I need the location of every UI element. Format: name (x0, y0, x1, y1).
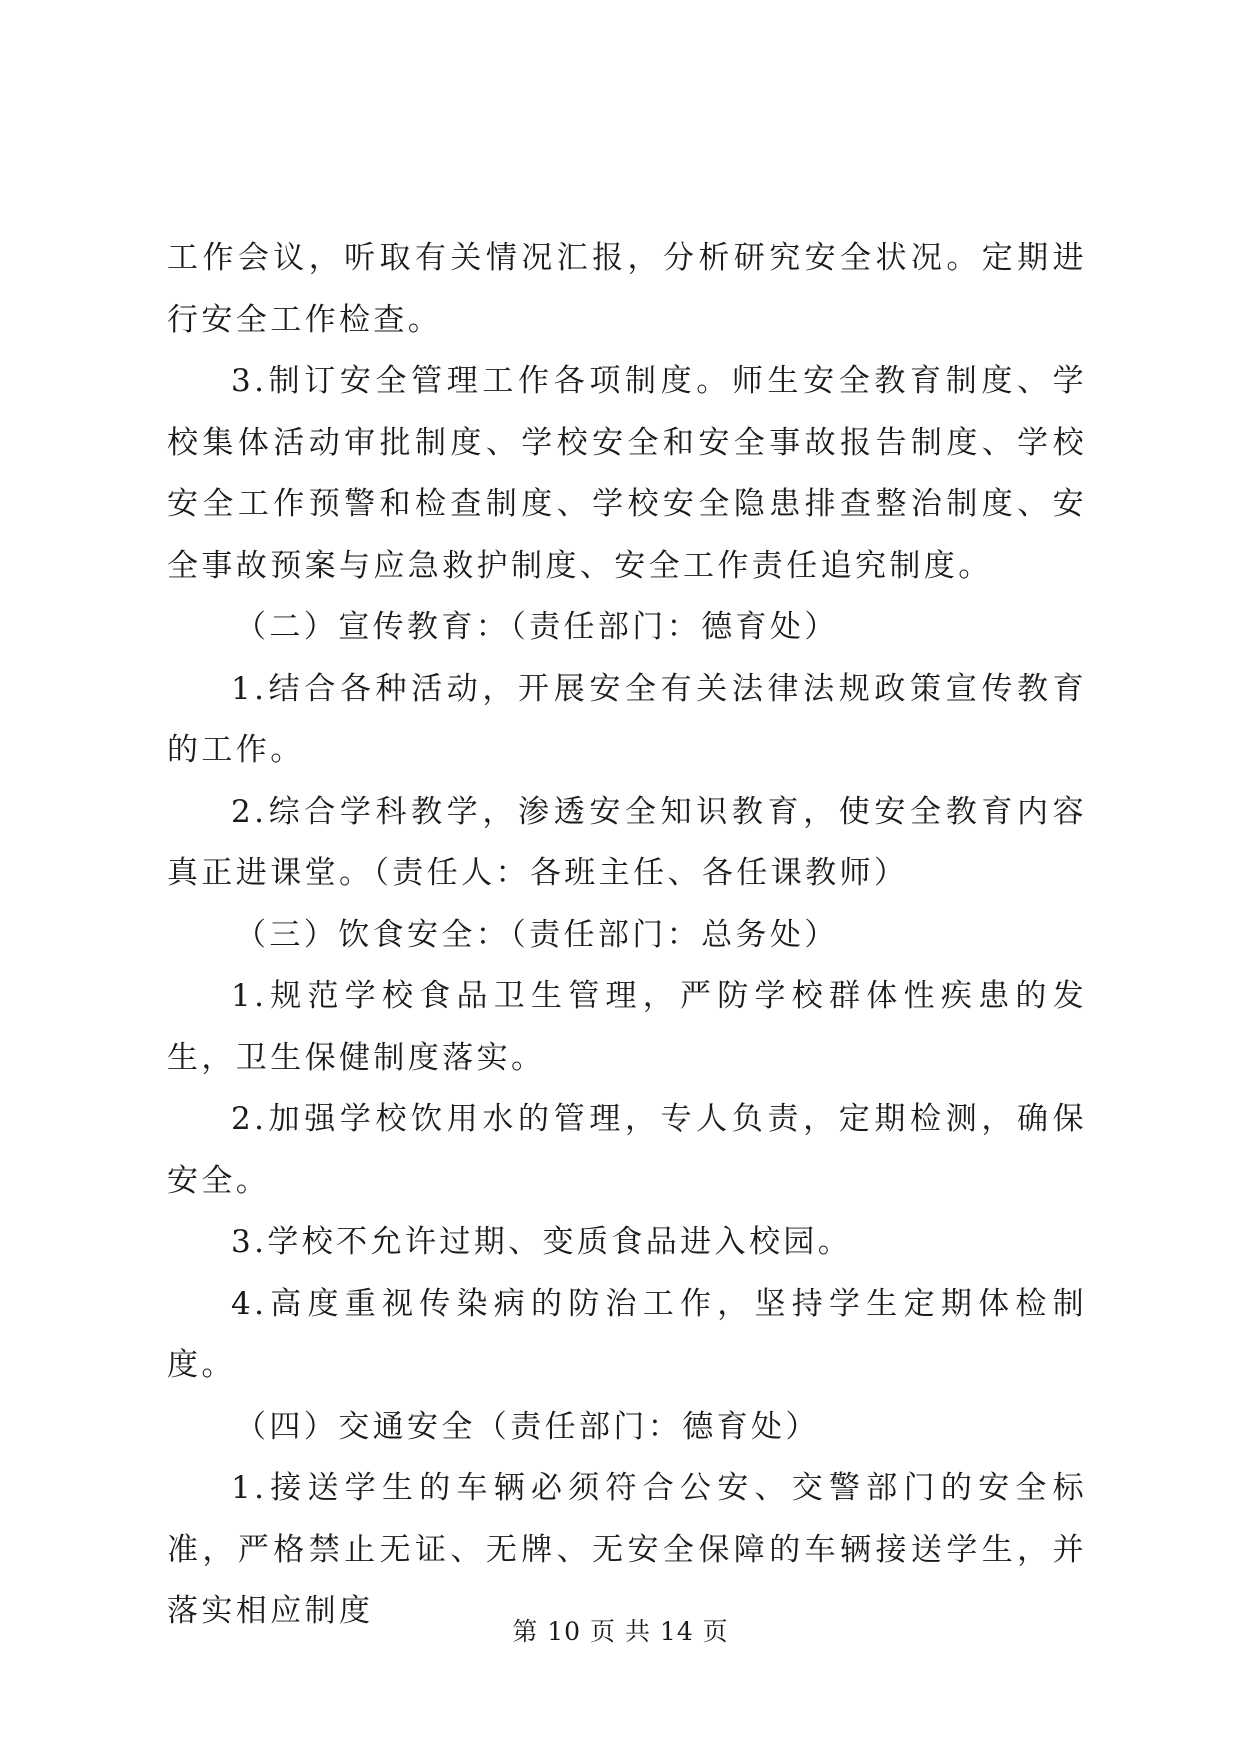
page-number-footer: 第 10 页 共 14 页 (512, 1617, 729, 1646)
section-heading-traffic-safety: （四）交通安全（责任部门：德育处） (235, 1408, 820, 1445)
paragraph-food-item-1: 1.规范学校食品卫生管理，严防学校群体性疾患的发生，卫生保健制度落实。 (167, 978, 1087, 1076)
paragraph-publicity-item-2: 2.综合学科教学，渗透安全知识教育，使安全教育内容真正进课堂。（责任人：各班主任、各任课教师） (167, 793, 1087, 891)
document-body (167, 228, 1087, 1643)
paragraph-publicity-item-1: 1.结合各种活动，开展安全有关法律法规政策宣传教育的工作。 (167, 670, 1087, 768)
section-heading-publicity: （二）宣传教育：（责任部门：德育处） (235, 609, 839, 645)
section-heading-food-safety: （三）饮食安全：（责任部门：总务处） (235, 916, 839, 953)
paragraph-food-item-3: 3.学校不允许过期、变质食品进入校园。 (231, 1224, 853, 1260)
paragraph-item-3-rules: 3.制订安全管理工作各项制度。师生安全教育制度、学校集体活动审批制度、学校安全和安全事故报告制度、学校安全工作预警和检查制度、学校安全隐患排查整治制度、安全事故预案与应急救护制度、安全工作责任追究制度。 (167, 363, 1087, 584)
paragraph-meeting-continuation: 工作会议，听取有关情况汇报，分析研究安全状况。定期进行安全工作检查。 (167, 240, 1087, 338)
paragraph-traffic-item-1: 1.接送学生的车辆必须符合公安、交警部门的安全标准，严格禁止无证、无牌、无安全保障的车辆接送学生，并落实相应制度 (167, 1470, 1087, 1629)
paragraph-food-item-2: 2.加强学校饮用水的管理，专人负责，定期检测，确保安全。 (167, 1101, 1087, 1199)
paragraph-food-item-4: 4.高度重视传染病的防治工作，坚持学生定期体检制度。 (167, 1285, 1087, 1383)
